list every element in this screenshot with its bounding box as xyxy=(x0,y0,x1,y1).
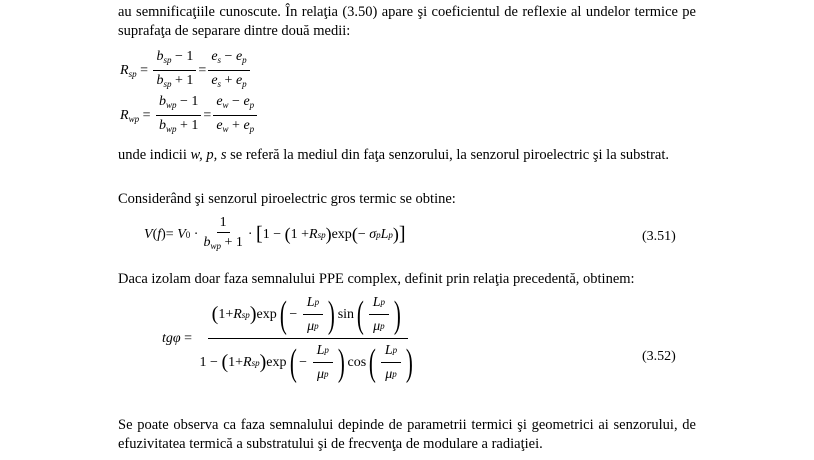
paragraph-phase: Daca izolam doar faza semnalului PPE complex, definit prin relaţia precedentă, obtinem: xyxy=(118,271,635,287)
equation-rwp: $R_{wp}$ = $\frac{b_{wp} - 1}{b_{wp} + 1}$ = $\frac{e_w - e_p}{e_w + e_p}$ xyxy=(120,93,259,138)
paragraph-conclusion: Se poate observa ca faza semnalului depinde de parametrii termici şi geometrici ai senzorului, de efuzivitatea termică a substratului şi de frecvenţa de modulare a radiaţiei. xyxy=(118,417,696,452)
equation-rsp: $R_{sp}$ = $\frac{b_{sp} - 1}{b_{sp} + 1}$ = $\frac{e_s - e_p}{e_s + e_p}$ xyxy=(120,48,252,93)
equation-number-3-52: (3.52) xyxy=(642,349,676,364)
paragraph-indices: unde indicii w, p, s se referă la mediul din faţa senzorului, la senzorul piroelectric şi la substrat. xyxy=(118,147,669,163)
paragraph-intro: au semnificaţiile cunoscute. În relaţia (3.50) apare şi coeficientul de reflexie al undelor termice pe suprafaţa de separare dintre două medii: xyxy=(118,4,696,39)
equation-3-51: V ( f ) = V 0 · $\frac{1}{b_{wp} + 1}$ · [ 1 − ( 1 + R sp ) exp ( − σ p L p ) ] xyxy=(144,215,406,251)
equation-3-52: tg φ = ( 1+ R sp ) exp ( − L p μ p ) sin ( L p μ p ) 1 − ( 1+ R sp ) exp ( − L p μ p ) cos ( L p μ p ) xyxy=(162,293,413,384)
equation-number-3-51: (3.51) xyxy=(642,229,676,244)
document-page xyxy=(118,0,696,460)
indices-text: w, p, s xyxy=(190,147,227,163)
paragraph-thick-sensor: Considerând şi senzorul piroelectric gros termic se obtine: xyxy=(118,191,456,207)
